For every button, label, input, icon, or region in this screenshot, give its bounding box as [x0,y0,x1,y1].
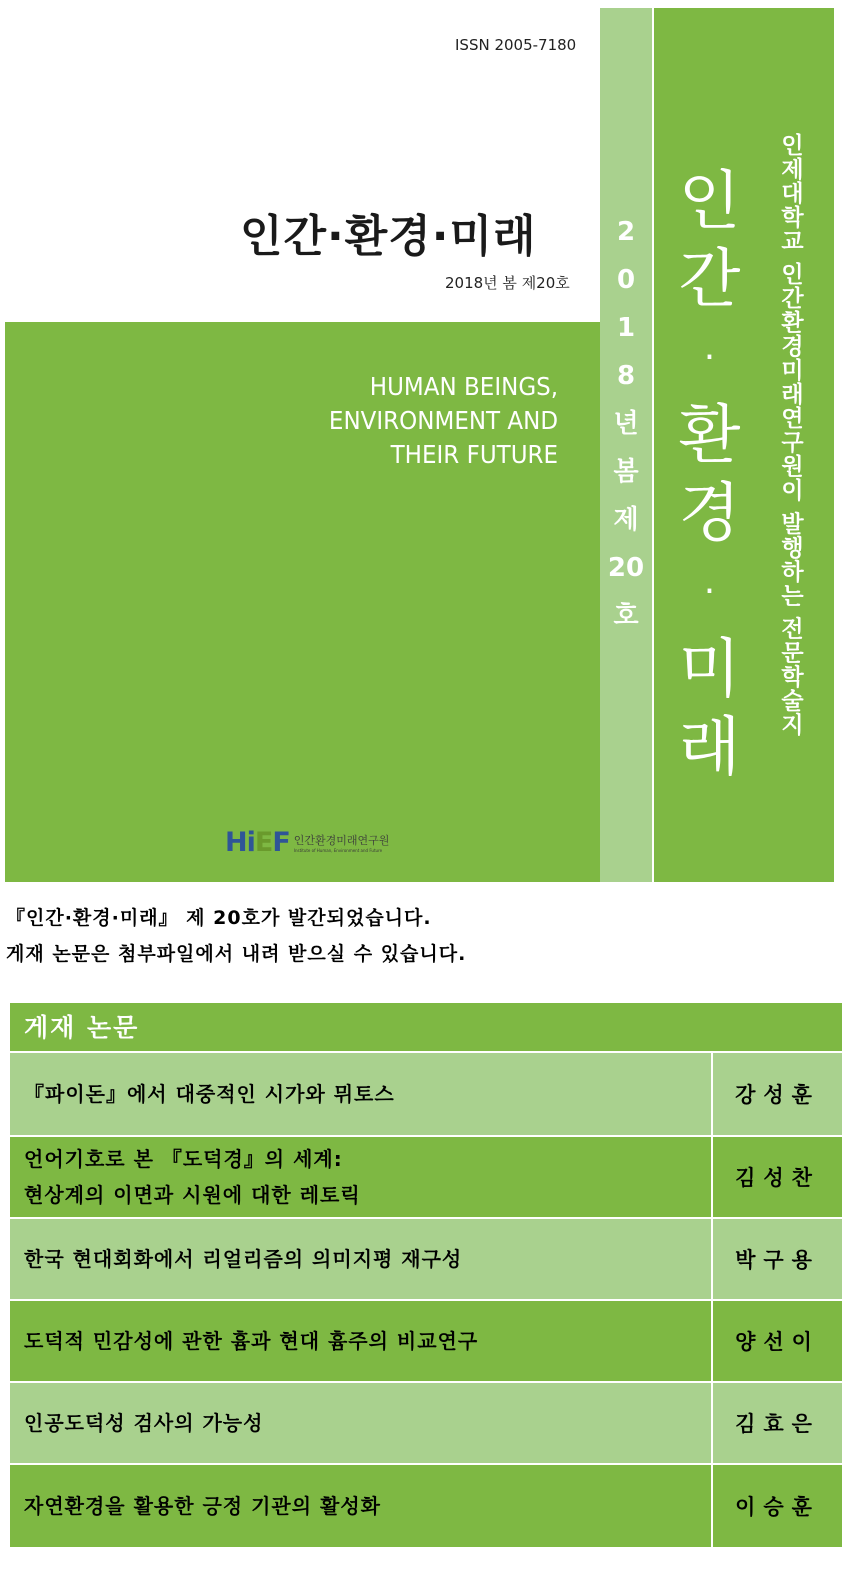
paper-author: 강성훈 [711,1053,842,1135]
paper-title: 한국 현대회화에서 리얼리즘의 의미지평 재구성 [10,1219,711,1299]
announcement-line: 게재 논문은 첨부파일에서 내려 받으실 수 있습니다. [6,943,467,965]
table-row [10,1381,842,1463]
paper-author: 박구용 [711,1219,842,1299]
spine-publisher: 인제대학교 인간환경미래연구원이 발행하는 전문학술지 [777,133,803,737]
table-row [10,1135,842,1217]
english-title-line: THEIR FUTURE [390,440,558,469]
table-row [10,1217,842,1299]
logo-name-en: Institute of Human, Environment and Future [293,848,383,853]
announcement-line: 『인간·환경·미래』 제 20호가 발간되었습니다. [6,907,432,929]
table-row [10,1463,842,1547]
logo-mark: HiEF [225,827,290,858]
table-row [10,1299,842,1381]
announcement [6,900,466,972]
paper-table-header: 게재 논문 [10,1003,842,1051]
paper-title: 인공도덕성 검사의 가능성 [10,1383,711,1463]
english-title-line: ENVIRONMENT AND [328,406,558,435]
logo-text [294,832,390,853]
english-title-line: HUMAN BEINGS, [369,372,558,401]
institute-logo [225,827,389,858]
table-row [10,1051,842,1135]
paper-author: 김성찬 [711,1137,842,1217]
paper-table [10,1003,842,1547]
paper-title: 자연환경을 활용한 긍정 기관의 활성화 [10,1465,711,1547]
spine-year-text: 2 0 1 8 년 봄 제 20 호 [607,217,645,631]
issn: ISSN 2005-7180 [455,36,577,54]
paper-title: 『파이돈』에서 대중적인 시가와 뮈토스 [10,1053,711,1135]
paper-title: 도덕적 민감성에 관한 흄과 현대 흄주의 비교연구 [10,1301,711,1381]
cover-green-block [5,322,600,882]
logo-name-ko: 인간환경미래연구원 [293,834,390,847]
paper-author: 김효은 [711,1383,842,1463]
spine-title-panel [654,8,834,882]
spine-year-panel [600,8,652,882]
issue-label: 2018년 봄 제20호 [445,274,570,292]
paper-title: 언어기호로 본 『도덕경』의 세계: 현상계의 이면과 시원에 대한 레토릭 [10,1137,711,1217]
paper-author: 이승훈 [711,1465,842,1547]
cover-title: 인간·환경·미래 [240,211,537,262]
spine-big-title: 인 간 · 환 경 · 미 래 [678,165,741,785]
paper-author: 양선이 [711,1301,842,1381]
english-title [329,370,558,472]
